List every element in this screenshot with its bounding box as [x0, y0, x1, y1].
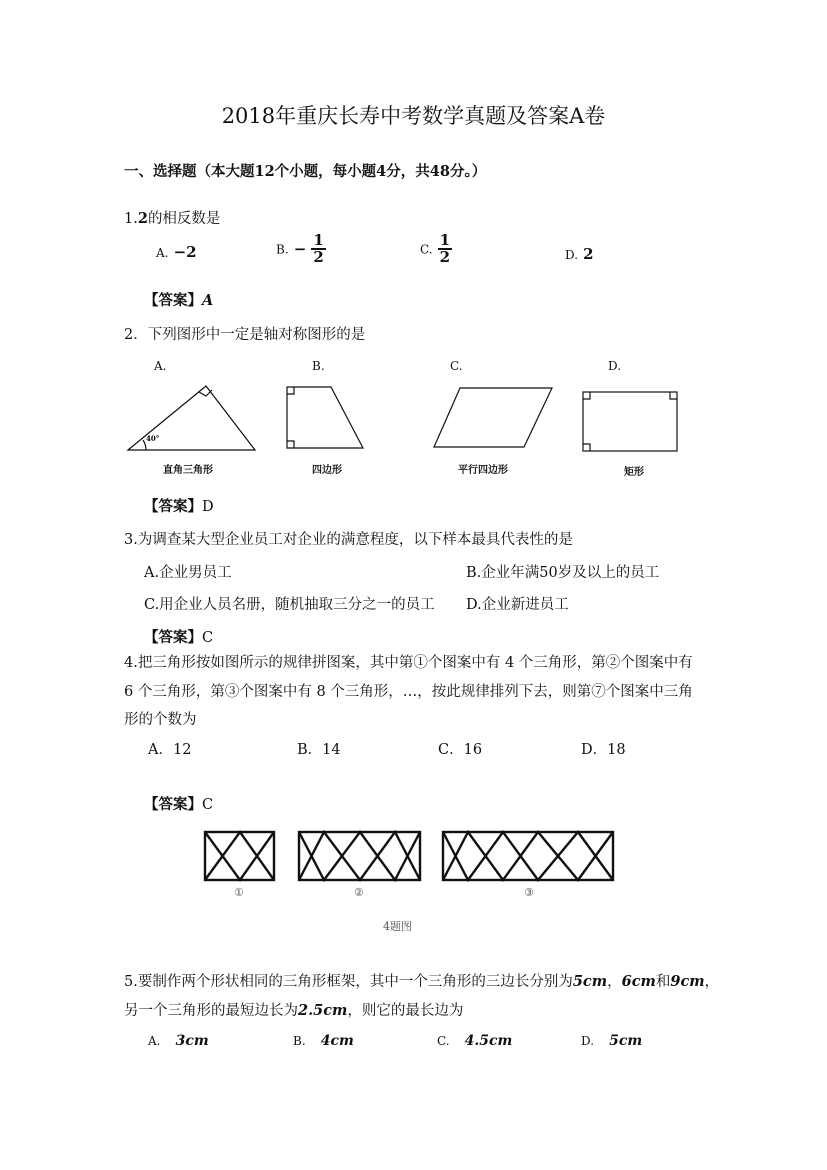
- answer-value: A: [202, 292, 214, 309]
- q5-option-b: [293, 1030, 354, 1049]
- pattern-label-2: ②: [354, 886, 364, 899]
- option-value: 5cm: [609, 1033, 643, 1049]
- answer-key: 【答案】: [144, 796, 202, 813]
- q4-option-b: B．14: [297, 742, 341, 758]
- side-length: 9cm: [670, 973, 705, 990]
- option-label: D.: [565, 248, 579, 262]
- q3-option-b: B.企业年满50岁及以上的员工: [466, 565, 660, 581]
- q2-label-c: C.: [450, 359, 463, 373]
- caption-quadrilateral: 四边形: [312, 465, 342, 476]
- q1-answer: [144, 289, 213, 310]
- q3-option-c: C.用企业人员名册，随机抽取三分之一的员工: [144, 597, 435, 613]
- figure-caption: 4题图: [383, 920, 412, 933]
- pattern-3: [443, 832, 613, 880]
- q3-option-a: A.企业男员工: [144, 565, 232, 581]
- denominator: 2: [439, 248, 451, 266]
- q5-option-c: [437, 1030, 512, 1049]
- numerator: 1: [313, 231, 324, 249]
- q4-answer: [144, 793, 213, 814]
- q2-figures: [0, 380, 827, 460]
- minus-sign: −: [293, 240, 307, 258]
- parallelogram-figure: [434, 388, 552, 447]
- side-length: 6cm: [621, 973, 656, 990]
- option-label: C.: [437, 1034, 450, 1048]
- question-5-line-1: [124, 970, 719, 991]
- answer-value: D: [202, 499, 214, 515]
- pattern-label-3: ③: [524, 886, 534, 899]
- question-4-line-2: 6 个三角形，第③个图案中有 8 个三角形，…，按此规律排列下去，则第⑦个图案中三角: [124, 684, 693, 700]
- answer-key: 【答案】: [144, 629, 202, 646]
- q1-stem-number: 2: [137, 210, 148, 227]
- question-3-stem: 3.为调查某大型企业员工对企业的满意程度，以下样本最具代表性的是: [124, 532, 573, 548]
- q1-option-d: [565, 244, 594, 263]
- q3-answer: [144, 626, 213, 647]
- fraction: [311, 233, 325, 265]
- option-label: C.: [420, 242, 433, 257]
- option-value: 3cm: [175, 1033, 209, 1049]
- option-value: 4.5cm: [464, 1033, 513, 1049]
- pattern-label-1: ①: [234, 886, 244, 899]
- denominator: 2: [313, 248, 324, 266]
- q5-text: 另一个三角形的最短边长为: [124, 1003, 298, 1019]
- option-label: B.: [293, 1034, 306, 1048]
- q5-option-d: [581, 1030, 642, 1049]
- q2-label-b: B.: [312, 359, 325, 373]
- angle-label: 40°: [146, 434, 160, 443]
- question-4-line-3: 形的个数为: [124, 712, 197, 728]
- q1-option-a: [156, 242, 197, 261]
- option-value: −2: [173, 243, 197, 261]
- question-2-stem: 2．下列图形中一定是轴对称图形的是: [124, 327, 366, 343]
- option-value: 4cm: [320, 1033, 354, 1049]
- option-value: 2: [583, 245, 594, 263]
- option-label: D.: [581, 1034, 595, 1048]
- question-4-line-1: 4.把三角形按如图所示的规律拼图案，其中第①个图案中有 4 个三角形，第②个图案中有: [124, 655, 693, 671]
- caption-rectangle: 矩形: [624, 467, 644, 478]
- numerator: 1: [439, 231, 451, 249]
- q5-text: 5.要制作两个形状相同的三角形框架，其中一个三角形的三边长分别为: [124, 974, 573, 990]
- side-length: 5cm: [572, 973, 608, 990]
- q4-option-a: A．12: [148, 742, 192, 758]
- option-label: A.: [148, 1034, 161, 1048]
- page-title: 2018年重庆长寿中考数学真题及答案A卷: [221, 104, 606, 128]
- answer-key: 【答案】: [144, 498, 202, 515]
- side-length: 2.5cm: [298, 1002, 348, 1019]
- q5-option-a: [148, 1030, 209, 1049]
- q2-label-d: D.: [608, 359, 622, 373]
- q1-number: 1.: [124, 211, 138, 227]
- q1-option-b: [276, 233, 326, 265]
- punctuation: ，: [704, 974, 720, 990]
- q4-triangle-patterns: [0, 825, 827, 885]
- q4-option-d: D．18: [581, 742, 626, 758]
- q1-option-c: [420, 233, 452, 265]
- quadrilateral-figure: [287, 387, 363, 448]
- punctuation: ，: [607, 974, 622, 990]
- caption-right-triangle: 直角三角形: [163, 465, 213, 476]
- q2-answer: [144, 495, 214, 516]
- question-1-stem: [124, 207, 220, 228]
- answer-value: C: [202, 630, 214, 646]
- q3-option-d: D.企业新进员工: [466, 597, 569, 613]
- option-label: B.: [276, 242, 289, 257]
- pattern-1: [205, 832, 274, 880]
- option-label: A.: [156, 246, 169, 260]
- q5-text: 和: [655, 974, 671, 990]
- q5-text: ，则它的最长边为: [347, 1003, 464, 1019]
- question-5-line-2: [124, 999, 463, 1020]
- caption-parallelogram: 平行四边形: [458, 465, 508, 476]
- q4-option-c: C．16: [438, 742, 483, 758]
- section-heading: 一、选择题（本大题12个小题，每小题4分，共48分。）: [124, 163, 487, 180]
- q2-label-a: A.: [154, 359, 167, 373]
- fraction: [438, 233, 452, 265]
- rectangle-figure: [583, 392, 677, 451]
- answer-key: 【答案】: [144, 292, 202, 309]
- pattern-2: [299, 832, 420, 880]
- answer-value: C: [202, 797, 214, 813]
- q1-stem-text: 的相反数是: [147, 211, 221, 227]
